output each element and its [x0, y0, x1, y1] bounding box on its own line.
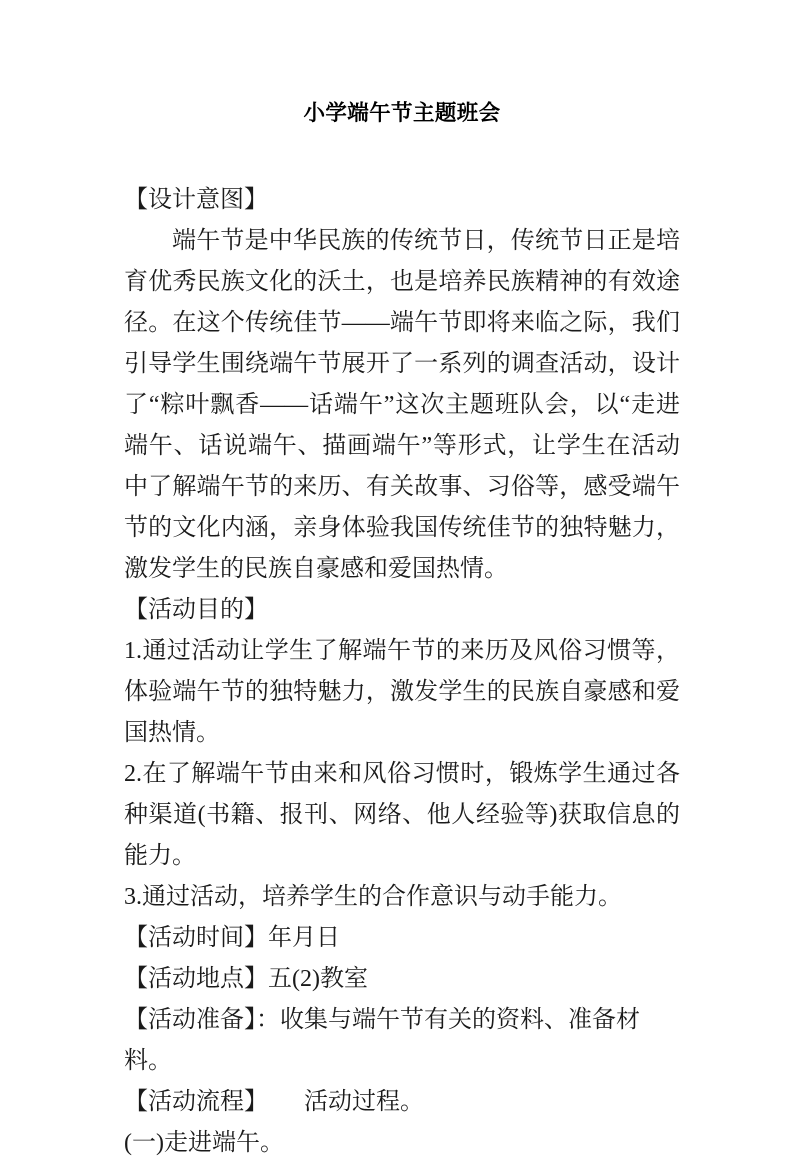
process-step-one: (一)走进端午。	[124, 1130, 284, 1156]
section-heading-design-intent: 【设计意图】	[124, 187, 268, 213]
objective-item-3: 3.通过活动，培养学生的合作意识与动手能力。	[124, 884, 622, 910]
objective-item-2: 2.在了解端午节由来和风俗习惯时，锻炼学生通过各种渠道(书籍、报刊、网络、他人经验等)获取信息的能力。	[124, 761, 680, 869]
document-body	[124, 0, 680, 1164]
section-activity-time: 【活动时间】年月日	[124, 925, 340, 951]
paragraph-design-intent: 端午节是中华民族的传统节日，传统节日正是培育优秀民族文化的沃土，也是培养民族精神的有效途径。在这个传统佳节——端午节即将来临之际，我们引导学生围绕端午节展开了一系列的调查活动，设计了“粽叶飘香——话端午”这次主题班队会，以“走进端午、话说端午、描画端午”等形式，让学生在活动中了解端午节的来历、有关故事、习俗等，感受端午节的文化内涵，亲身体验我国传统佳节的独特魅力，激发学生的民族自豪感和爱国热情。	[124, 228, 680, 582]
title-spacer	[124, 130, 680, 180]
objective-item-1: 1.通过活动让学生了解端午节的来历及风俗习惯等，体验端午节的独特魅力，激发学生的民族自豪感和爱国热情。	[124, 638, 680, 746]
section-activity-process: 【活动流程】 活动过程。	[124, 1089, 424, 1115]
section-heading-objectives: 【活动目的】	[124, 597, 268, 623]
section-activity-place: 【活动地点】五(2)教室	[124, 966, 368, 992]
page-title: 小学端午节主题班会	[303, 101, 501, 125]
section-activity-preparation: 【活动准备】：收集与端午节有关的资料、准备材料。	[124, 1007, 640, 1074]
